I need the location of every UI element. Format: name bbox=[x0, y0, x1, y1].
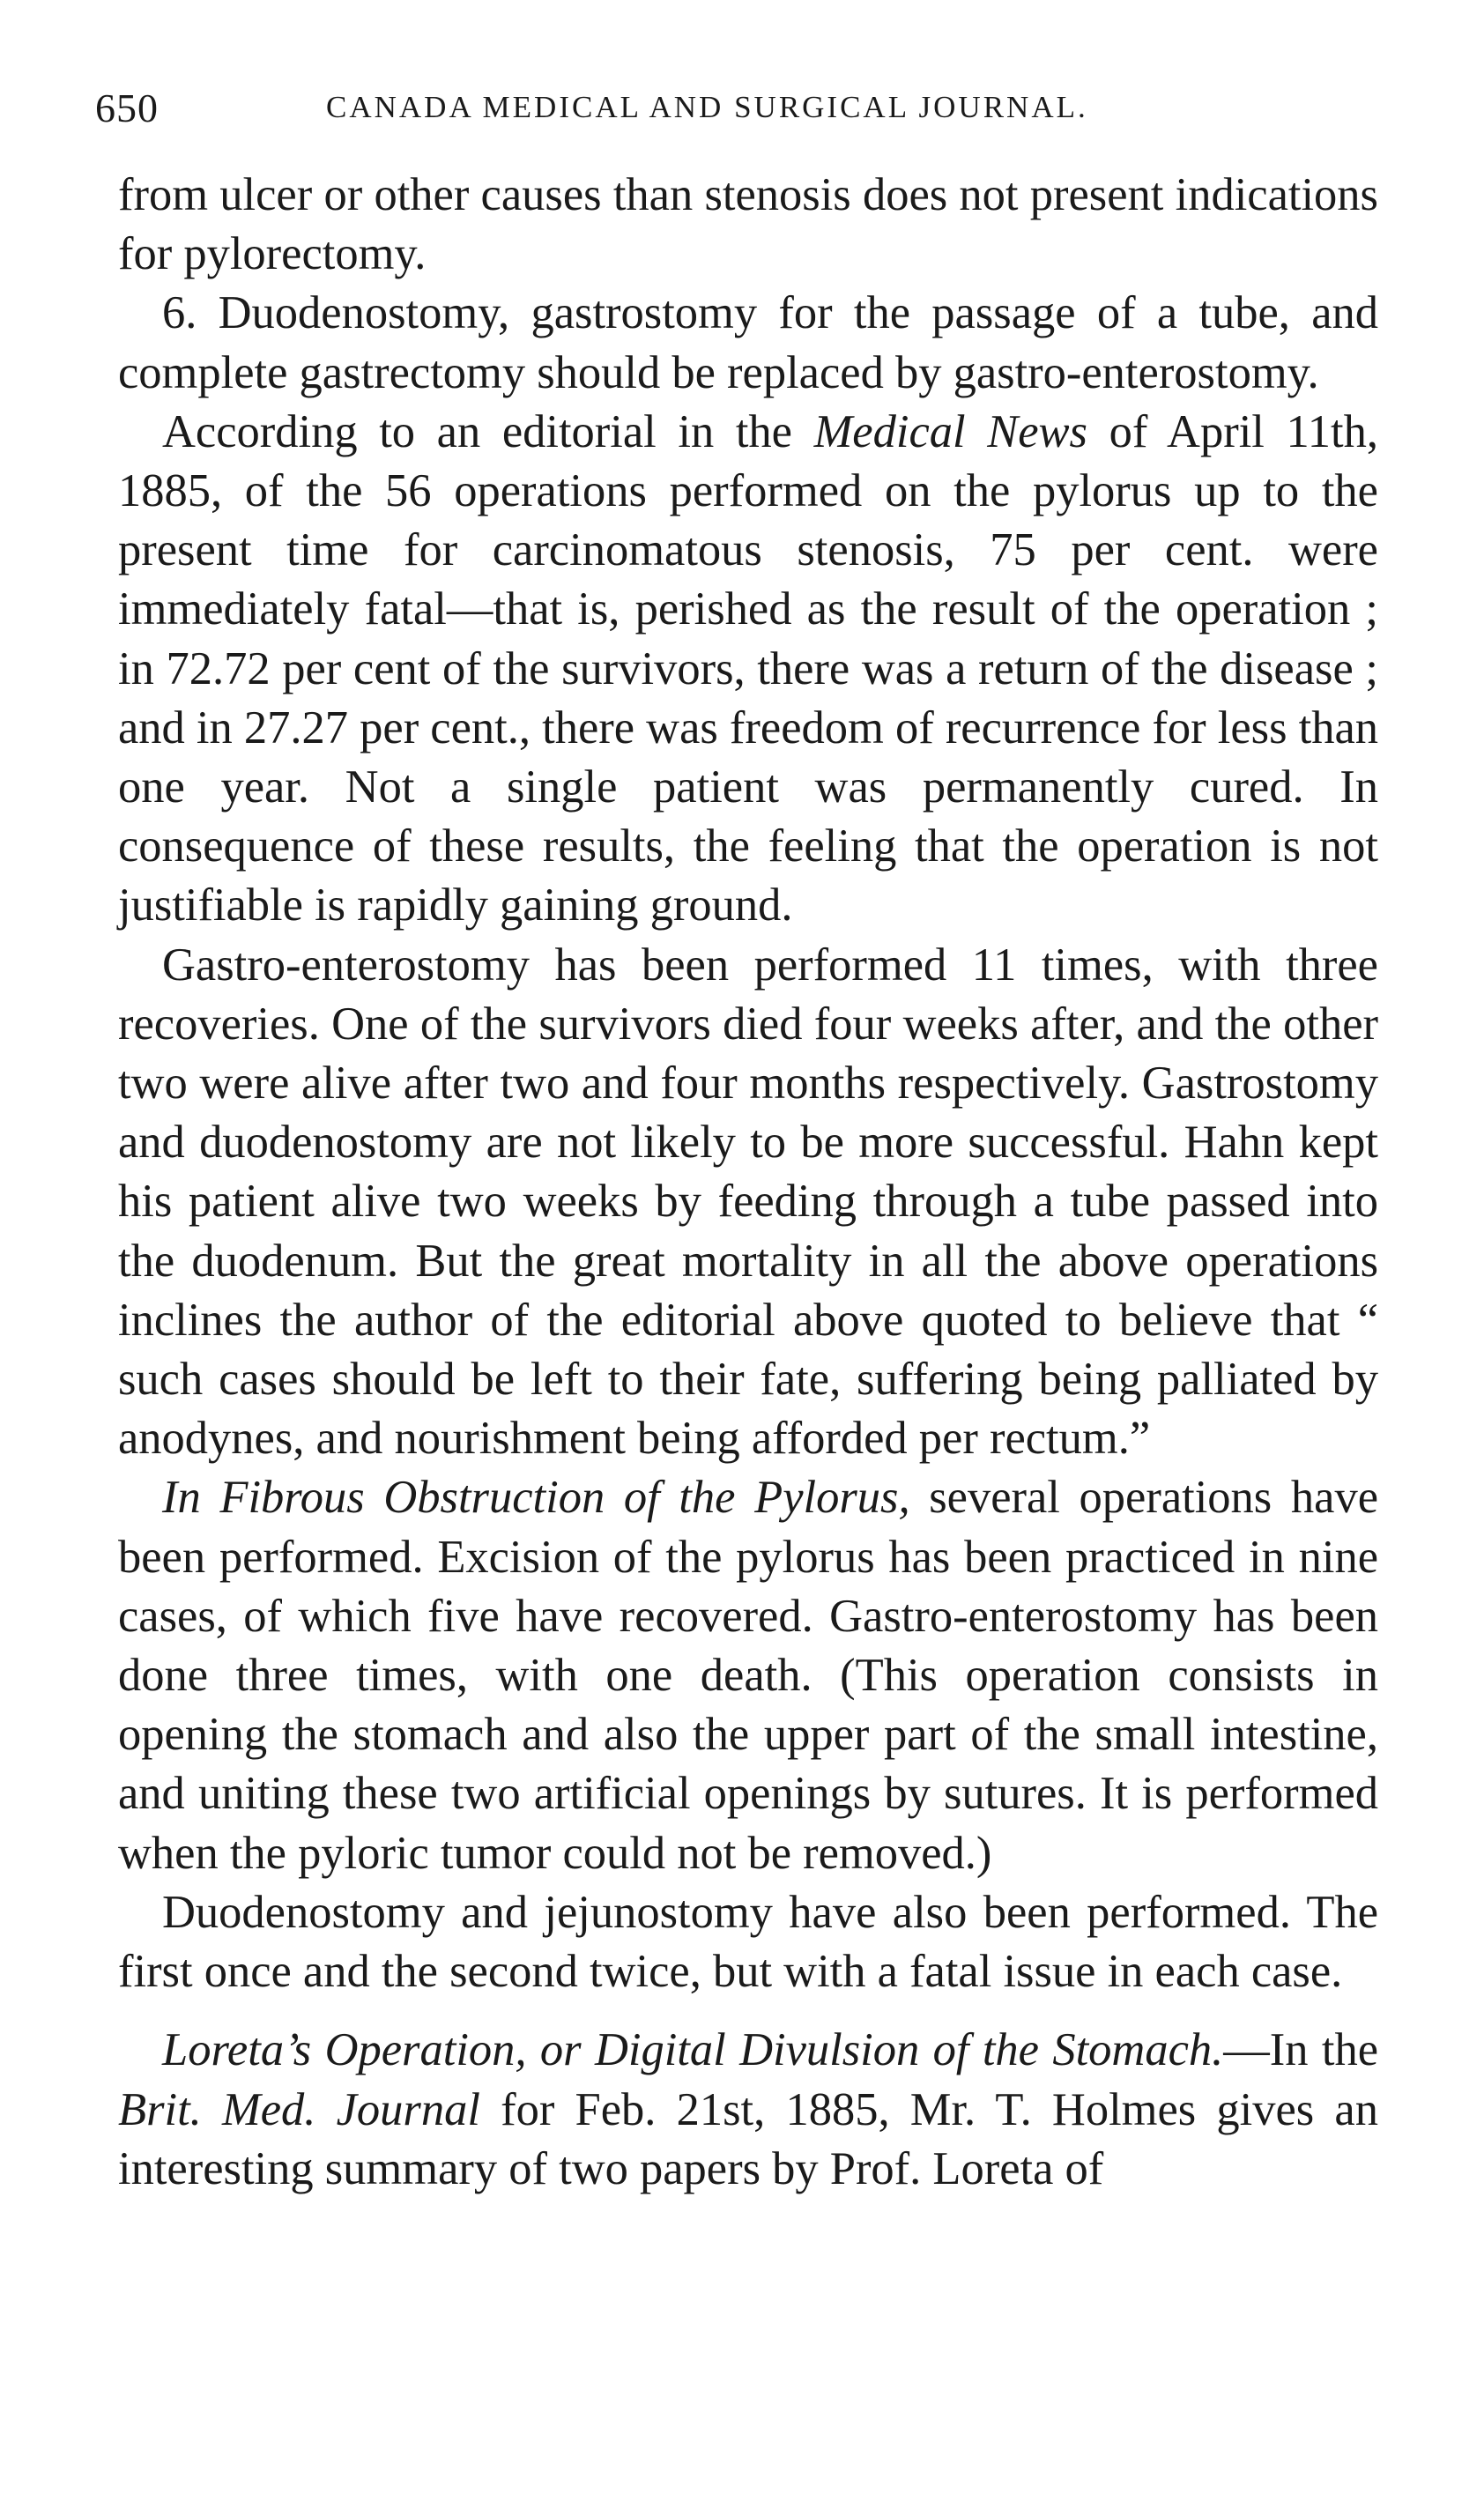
journal-title-medical-news: Medical News bbox=[813, 405, 1087, 457]
paragraph-loreta-operation bbox=[118, 2021, 1378, 2199]
section-heading-loreta-operation: Loreta’s Operation, or Digital Divulsion of the Stomach. bbox=[162, 2024, 1224, 2076]
paragraph-recommendation-6: 6. Duodenostomy, gastrostomy for the passage of a tube, and complete gastrectomy should be replaced by gastro-enterostomy. bbox=[118, 287, 1378, 398]
paragraph-continuation: from ulcer or other causes than stenosis does not present indications for pylorectomy. bbox=[118, 169, 1378, 280]
page-header bbox=[95, 85, 1387, 137]
paragraph-fibrous-obstruction bbox=[118, 1468, 1378, 1882]
page-number: 650 bbox=[95, 85, 159, 130]
paragraph-editorial bbox=[118, 403, 1378, 936]
editorial-text: of April 11th, 1885, of the 56 operations performed on the pylorus up to the present time for carcinomatous stenosis, 75 per cent. were immediately fatal—that is, perished as the result of the operation ; in 72.72 per cent of the survivors, there was a return of the disease ; and in 27.27 per cent., there was freedom of recurrence for less than one year. Not a single patient was permanently cured. In consequence of these results, the feeling that the operation is not justifiable is rapidly gaining ground. bbox=[118, 405, 1379, 932]
fibrous-obstruction-text: several operations have been performed. Excision of the pylorus has been practiced in nine cases, of which five have recovered. Gastro-enterostomy has been done three times, with one death. (This operation consists in opening the stomach and also the upper part of the small intestine, and uniting these two artificial openings by sutures. It is performed when the pyloric tumor could not be removed.) bbox=[118, 1472, 1378, 1879]
section-heading-fibrous-obstruction: In Fibrous Obstruction of the Pylorus, bbox=[162, 1472, 910, 1524]
paragraph-duodenostomy: Duodenostomy and jejunostomy have also been performed. The first once and the second twice, but with a fatal issue in each case. bbox=[118, 1886, 1378, 1998]
heading-dash: — bbox=[1223, 2024, 1270, 2076]
journal-title-brit-med-journal: Brit. Med. Journal bbox=[118, 2083, 480, 2135]
paragraph-gastro-enterostomy: Gastro-enterostomy has been performed 11 times, with three recoveries. One of the survivors died four weeks after, and the other two were alive after two and four months respectively. Gastrostomy and duodenostomy are not likely to be more successful. Hahn kept his patient alive two weeks by feeding through a tube passed into the duodenum. But the great mortality in all the above operations inclines the author of the editorial above quoted to believe that “ such cases should be left to their fate, suffering being palliated by anodynes, and nourishment being afforded per rectum.” bbox=[118, 939, 1378, 1465]
loreta-lead: In the bbox=[1269, 2024, 1379, 2076]
article-body bbox=[118, 166, 1378, 2199]
loreta-text: for Feb. 21st, 1885, Mr. T. Holmes gives an interesting summary of two papers by Prof. Loreta of bbox=[118, 2083, 1378, 2194]
running-head: CANADA MEDICAL AND SURGICAL JOURNAL. bbox=[326, 90, 1088, 124]
editorial-lead: According to an editorial in the bbox=[162, 405, 814, 457]
